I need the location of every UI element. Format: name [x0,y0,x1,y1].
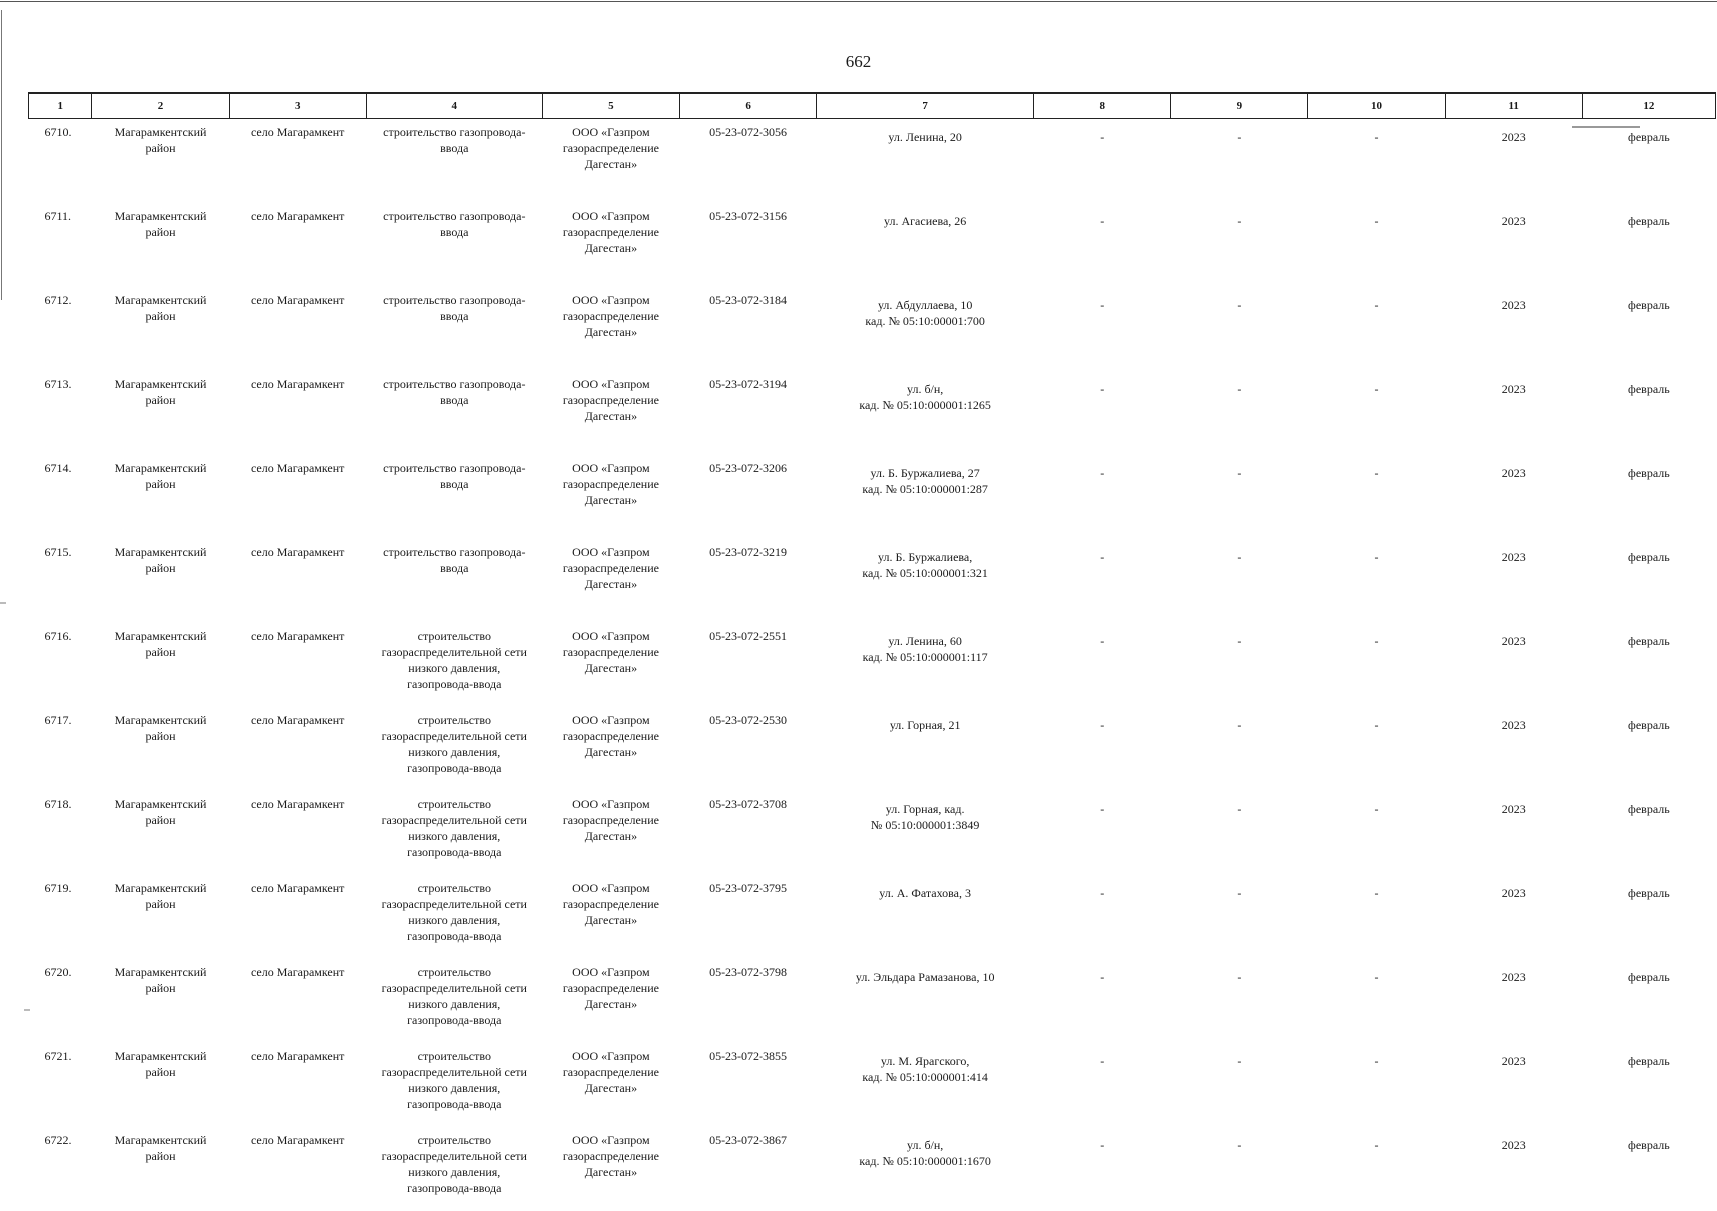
district-cell: Магарамкентский район [92,959,229,1043]
organization-cell: ООО «Газпром газораспределение Дагестан» [542,1127,679,1211]
column-header: 7 [817,93,1034,119]
work-type-cell: строительство газораспределительной сети низкого давления, газопровода-ввода [366,959,542,1043]
row-number: 6714. [29,455,92,539]
month-cell: февраль [1582,287,1715,371]
year-cell: 2023 [1445,1043,1582,1127]
address-cell: ул. М. Ярагского, кад. № 05:10:000001:414 [817,1043,1034,1127]
organization-cell: ООО «Газпром газораспределение Дагестан» [542,707,679,791]
table-row [29,119,1716,204]
district-cell: Магарамкентский район [92,119,229,204]
table-body [29,119,1716,1211]
settlement-cell: село Магарамкент [229,791,366,875]
work-type-cell: строительство газораспределительной сети низкого давления, газопровода-ввода [366,791,542,875]
table-row [29,791,1716,875]
year-cell: 2023 [1445,707,1582,791]
column-header: 4 [366,93,542,119]
address-cell: ул. А. Фатахова, 3 [817,875,1034,959]
organization-cell: ООО «Газпром газораспределение Дагестан» [542,119,679,204]
column-8-cell: - [1034,875,1171,959]
address-cell: ул. Агасиева, 26 [817,203,1034,287]
settlement-cell: село Магарамкент [229,875,366,959]
year-cell: 2023 [1445,455,1582,539]
year-cell: 2023 [1445,287,1582,371]
object-code-cell: 05-23-072-3184 [679,287,816,371]
settlement-cell: село Магарамкент [229,707,366,791]
year-cell: 2023 [1445,959,1582,1043]
year-cell: 2023 [1445,623,1582,707]
object-code-cell: 05-23-072-3708 [679,791,816,875]
column-10-cell: - [1308,623,1445,707]
table-row [29,1127,1716,1211]
column-8-cell: - [1034,791,1171,875]
address-cell: ул. Ленина, 20 [817,119,1034,204]
month-cell: февраль [1582,371,1715,455]
column-9-cell: - [1171,287,1308,371]
column-8-cell: - [1034,707,1171,791]
organization-cell: ООО «Газпром газораспределение Дагестан» [542,287,679,371]
row-number: 6715. [29,539,92,623]
table-row [29,371,1716,455]
settlement-cell: село Магарамкент [229,119,366,204]
column-10-cell: - [1308,539,1445,623]
district-cell: Магарамкентский район [92,455,229,539]
object-code-cell: 05-23-072-3194 [679,371,816,455]
address-cell: ул. Горная, кад. № 05:10:000001:3849 [817,791,1034,875]
month-cell: февраль [1582,455,1715,539]
row-number: 6721. [29,1043,92,1127]
month-cell: февраль [1582,1127,1715,1211]
column-10-cell: - [1308,287,1445,371]
column-10-cell: - [1308,875,1445,959]
settlement-cell: село Магарамкент [229,287,366,371]
year-cell: 2023 [1445,539,1582,623]
row-number: 6713. [29,371,92,455]
column-8-cell: - [1034,1127,1171,1211]
column-header: 2 [92,93,229,119]
row-number: 6711. [29,203,92,287]
column-8-cell: - [1034,959,1171,1043]
row-number: 6712. [29,287,92,371]
table-row [29,455,1716,539]
column-8-cell: - [1034,1043,1171,1127]
object-code-cell: 05-23-072-3867 [679,1127,816,1211]
column-9-cell: - [1171,791,1308,875]
year-cell: 2023 [1445,791,1582,875]
organization-cell: ООО «Газпром газораспределение Дагестан» [542,371,679,455]
month-cell: февраль [1582,791,1715,875]
column-header: 3 [229,93,366,119]
object-code-cell: 05-23-072-2530 [679,707,816,791]
column-9-cell: - [1171,1043,1308,1127]
column-9-cell: - [1171,1127,1308,1211]
column-8-cell: - [1034,119,1171,204]
row-number: 6716. [29,623,92,707]
organization-cell: ООО «Газпром газораспределение Дагестан» [542,1043,679,1127]
address-cell: ул. Б. Буржалиева, 27 кад. № 05:10:000001:287 [817,455,1034,539]
object-code-cell: 05-23-072-3056 [679,119,816,204]
column-header: 6 [679,93,816,119]
table-row [29,287,1716,371]
work-type-cell: строительство газораспределительной сети низкого давления, газопровода-ввода [366,875,542,959]
address-cell: ул. б/н, кад. № 05:10:000001:1670 [817,1127,1034,1211]
year-cell: 2023 [1445,119,1582,204]
address-cell: ул. Абдуллаева, 10 кад. № 05:10:00001:700 [817,287,1034,371]
work-type-cell: строительство газораспределительной сети низкого давления, газопровода-ввода [366,1043,542,1127]
month-cell: февраль [1582,707,1715,791]
settlement-cell: село Магарамкент [229,1127,366,1211]
district-cell: Магарамкентский район [92,287,229,371]
year-cell: 2023 [1445,875,1582,959]
column-10-cell: - [1308,455,1445,539]
object-code-cell: 05-23-072-3855 [679,1043,816,1127]
work-type-cell: строительство газопровода- ввода [366,119,542,204]
table-row [29,875,1716,959]
district-cell: Магарамкентский район [92,203,229,287]
settlement-cell: село Магарамкент [229,455,366,539]
column-10-cell: - [1308,1043,1445,1127]
column-8-cell: - [1034,539,1171,623]
column-header: 10 [1308,93,1445,119]
object-code-cell: 05-23-072-3206 [679,455,816,539]
column-header: 1 [29,93,92,119]
table-row [29,203,1716,287]
object-code-cell: 05-23-072-3798 [679,959,816,1043]
row-number: 6719. [29,875,92,959]
year-cell: 2023 [1445,1127,1582,1211]
district-cell: Магарамкентский район [92,1043,229,1127]
row-number: 6720. [29,959,92,1043]
row-number: 6710. [29,119,92,204]
column-9-cell: - [1171,371,1308,455]
column-9-cell: - [1171,119,1308,204]
organization-cell: ООО «Газпром газораспределение Дагестан» [542,875,679,959]
work-type-cell: строительство газопровода- ввода [366,371,542,455]
settlement-cell: село Магарамкент [229,1043,366,1127]
column-header: 9 [1171,93,1308,119]
work-type-cell: строительство газораспределительной сети низкого давления, газопровода-ввода [366,1127,542,1211]
year-cell: 2023 [1445,203,1582,287]
page-number: 662 [0,52,1717,72]
address-cell: ул. Ленина, 60 кад. № 05:10:000001:117 [817,623,1034,707]
month-cell: февраль [1582,119,1715,204]
district-cell: Магарамкентский район [92,707,229,791]
work-type-cell: строительство газораспределительной сети низкого давления, газопровода-ввода [366,707,542,791]
district-cell: Магарамкентский район [92,623,229,707]
column-9-cell: - [1171,623,1308,707]
organization-cell: ООО «Газпром газораспределение Дагестан» [542,959,679,1043]
object-code-cell: 05-23-072-3219 [679,539,816,623]
settlement-cell: село Магарамкент [229,371,366,455]
column-9-cell: - [1171,959,1308,1043]
column-9-cell: - [1171,455,1308,539]
column-8-cell: - [1034,455,1171,539]
organization-cell: ООО «Газпром газораспределение Дагестан» [542,203,679,287]
column-10-cell: - [1308,203,1445,287]
month-cell: февраль [1582,203,1715,287]
object-code-cell: 05-23-072-2551 [679,623,816,707]
address-cell: ул. б/н, кад. № 05:10:000001:1265 [817,371,1034,455]
address-cell: ул. Б. Буржалиева, кад. № 05:10:000001:321 [817,539,1034,623]
organization-cell: ООО «Газпром газораспределение Дагестан» [542,791,679,875]
settlement-cell: село Магарамкент [229,203,366,287]
column-10-cell: - [1308,707,1445,791]
column-10-cell: - [1308,371,1445,455]
year-cell: 2023 [1445,371,1582,455]
column-10-cell: - [1308,1127,1445,1211]
column-10-cell: - [1308,119,1445,204]
column-10-cell: - [1308,959,1445,1043]
table-row [29,539,1716,623]
column-8-cell: - [1034,623,1171,707]
district-cell: Магарамкентский район [92,371,229,455]
object-code-cell: 05-23-072-3156 [679,203,816,287]
organization-cell: ООО «Газпром газораспределение Дагестан» [542,623,679,707]
column-9-cell: - [1171,203,1308,287]
table-row [29,707,1716,791]
district-cell: Магарамкентский район [92,539,229,623]
column-header: 12 [1582,93,1715,119]
settlement-cell: село Магарамкент [229,959,366,1043]
month-cell: февраль [1582,875,1715,959]
column-8-cell: - [1034,371,1171,455]
column-header: 11 [1445,93,1582,119]
top-border-line [0,1,1717,2]
work-type-cell: строительство газораспределительной сети низкого давления, газопровода-ввода [366,623,542,707]
district-cell: Магарамкентский район [92,875,229,959]
work-type-cell: строительство газопровода- ввода [366,539,542,623]
column-10-cell: - [1308,791,1445,875]
row-number: 6718. [29,791,92,875]
column-9-cell: - [1171,539,1308,623]
month-cell: февраль [1582,959,1715,1043]
row-number: 6717. [29,707,92,791]
table-row [29,959,1716,1043]
settlement-cell: село Магарамкент [229,623,366,707]
column-header: 5 [542,93,679,119]
table-row [29,623,1716,707]
work-type-cell: строительство газопровода- ввода [366,203,542,287]
header-row [29,93,1716,119]
column-9-cell: - [1171,875,1308,959]
row-number: 6722. [29,1127,92,1211]
column-8-cell: - [1034,203,1171,287]
address-cell: ул. Горная, 21 [817,707,1034,791]
month-cell: февраль [1582,623,1715,707]
column-header: 8 [1034,93,1171,119]
district-cell: Магарамкентский район [92,1127,229,1211]
month-cell: февраль [1582,539,1715,623]
organization-cell: ООО «Газпром газораспределение Дагестан» [542,455,679,539]
column-9-cell: - [1171,707,1308,791]
register-table [28,92,1716,1211]
address-cell: ул. Эльдара Рамазанова, 10 [817,959,1034,1043]
object-code-cell: 05-23-072-3795 [679,875,816,959]
work-type-cell: строительство газопровода- ввода [366,455,542,539]
settlement-cell: село Магарамкент [229,539,366,623]
work-type-cell: строительство газопровода- ввода [366,287,542,371]
organization-cell: ООО «Газпром газораспределение Дагестан» [542,539,679,623]
column-8-cell: - [1034,287,1171,371]
month-cell: февраль [1582,1043,1715,1127]
table-row [29,1043,1716,1127]
district-cell: Магарамкентский район [92,791,229,875]
